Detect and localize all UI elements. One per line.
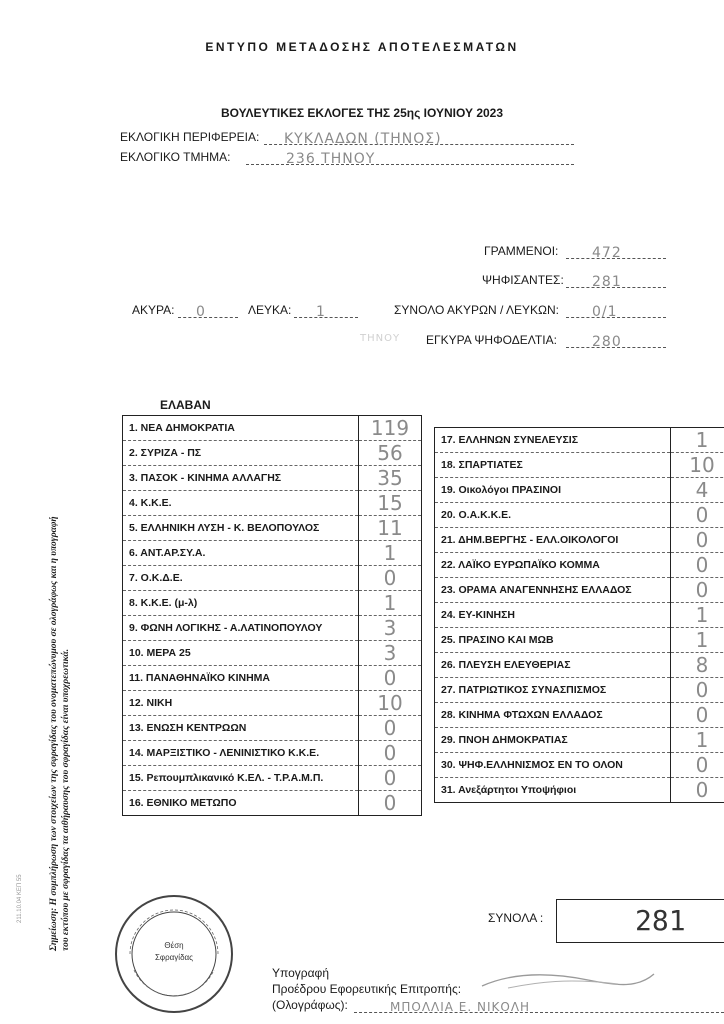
party-votes: 0 [359,716,422,741]
signature-name-handwritten: ΜΠΟΛΛΙΑ Ε. ΝΙΚΟΛΗ [390,1000,531,1014]
party-right-row [435,603,724,628]
party-name: 8. Κ.Κ.Ε. (μ-λ) [123,591,359,616]
party-votes: 0 [359,766,422,791]
party-left-row [123,491,422,516]
invalid-label: ΑΚΥΡΑ: [132,303,175,317]
signature-name-field [354,998,724,1013]
party-name: 20. Ο.Α.Κ.Κ.Ε. [435,503,671,528]
party-votes: 1 [671,428,724,453]
party-votes: 4 [671,478,724,503]
party-right-row [435,703,724,728]
party-left-row [123,616,422,641]
valid-label: ΕΓΚΥΡΑ ΨΗΦΟΔΕΛΤΙΑ: [426,333,557,347]
party-name: 16. ΕΘΝΙΚΟ ΜΕΤΩΠΟ [129,797,237,809]
signature-line3: (Ολογράφως): [272,998,348,1012]
party-votes: 0 [671,578,724,603]
election-title: ΒΟΥΛΕΥΤΙΚΕΣ ΕΚΛΟΓΕΣ ΤΗΣ 25ης ΙΟΥΝΙΟΥ 2023 [220,106,504,120]
party-votes: 11 [359,516,422,541]
party-votes: 10 [671,453,724,478]
party-left-row [123,441,422,466]
blank-field [294,303,358,318]
party-votes: 15 [359,491,422,516]
signature-line1: Υπογραφή [272,966,330,980]
blank-value: 1 [316,304,326,320]
invalid-blank-total-field [566,303,666,318]
voted-label: ΨΗΦΙΣΑΝΤΕΣ: [482,273,564,287]
district-value: ΚΥΚΛΑΔΩΝ (ΤΗΝΟΣ) [284,131,442,147]
party-votes: 3 [359,641,422,666]
party-votes: 0 [359,566,422,591]
registered-label: ΓΡΑΜΜΕΝΟΙ: [484,244,559,258]
party-right-row [435,728,724,753]
party-votes: 0 [671,753,724,778]
party-name: 26. ΠΛΕΥΣΗ ΕΛΕΥΘΕΡΙΑΣ [435,653,671,678]
party-left-row [123,641,422,666]
party-votes: 56 [359,441,422,466]
party-name: 6. ΑΝΤ.ΑΡ.ΣΥ.Α. [123,541,359,566]
handwritten-signature [478,968,658,994]
parties-left-table [122,415,422,816]
party-left-row [123,466,422,491]
form-title: ΕΝΤΥΠΟ ΜΕΤΑΔΟΣΗΣ ΑΠΟΤΕΛΕΣΜΑΤΩΝ [205,40,519,54]
party-name: 25. ΠΡΑΣΙΝΟ ΚΑΙ ΜΩΒ [435,628,671,653]
side-note-line2: του εκτύπου με σφραγίδας τα αιθήραυσης του σφραγίδας είναι υποχρεωτικά. [61,648,71,951]
party-name: 13. ΕΝΩΣΗ ΚΕΝΤΡΩΩΝ [123,716,359,741]
svg-text:Σφραγίδας: Σφραγίδας [154,953,194,962]
party-name: 22. ΛΑΪΚΟ ΕΥΡΩΠΑΪΚΟ ΚΟΜΜΑ [435,553,671,578]
party-votes: 8 [671,653,724,678]
party-name: 9. ΦΩΝΗ ΛΟΓΙΚΗΣ - Α.ΛΑΤΙΝΟΠΟΥΛΟΥ [123,616,359,641]
registered-value: 472 [592,245,622,261]
party-name: 17. ΕΛΛΗΝΩΝ ΣΥΝΕΛΕΥΣΙΣ [435,428,671,453]
party-left-row [123,591,422,616]
party-right-row [435,578,724,603]
party-name: 23. ΟΡΑΜΑ ΑΝΑΓΕΝΝΗΣΗΣ ΕΛΛΑΔΟΣ [435,578,671,603]
party-right-row [435,628,724,653]
party-name: 1. ΝΕΑ ΔΗΜΟΚΡΑΤΙΑ [123,416,359,441]
party-name: 27. ΠΑΤΡΙΩΤΙΚΟΣ ΣΥΝΑΣΠΙΣΜΟΣ [435,678,671,703]
party-right-row [435,653,724,678]
parties-right-table [434,427,724,803]
party-votes: 0 [359,741,422,766]
party-right-row [435,453,724,478]
party-votes: 0 [671,528,724,553]
party-name: 5. ΕΛΛΗΝΙΚΗ ΛΥΣΗ - Κ. ΒΕΛΟΠΟΥΛΟΣ [123,516,359,541]
party-name: 11. ΠΑΝΑΘΗΝΑΪΚΟ ΚΙΝΗΜΑ [123,666,359,691]
party-right-row [435,503,724,528]
party-name: 31. Ανεξάρτητοι Υποψήφιοι [441,784,577,796]
party-right-row [435,753,724,778]
voted-field [566,273,666,288]
party-name: 21. ΔΗΜ.ΒΕΡΓΗΣ - ΕΛΛ.ΟΙΚΟΛΟΓΟΙ [435,528,671,553]
party-name: 7. Ο.Κ.Δ.Ε. [123,566,359,591]
party-name: 28. ΚΙΝΗΜΑ ΦΤΩΧΩΝ ΕΛΛΑΔΟΣ [435,703,671,728]
faint-note: ΤΗΝΟΥ [360,333,401,344]
invalid-blank-total-label: ΣΥΝΟΛΟ ΑΚΥΡΩΝ / ΛΕΥΚΩΝ: [394,303,559,317]
party-name: 4. Κ.Κ.Ε. [123,491,359,516]
party-right-row [435,553,724,578]
party-votes: 1 [359,541,422,566]
party-right-row [435,778,724,803]
party-name: 29. ΠΝΟΗ ΔΗΜΟΚΡΑΤΙΑΣ [435,728,671,753]
party-right-row [435,478,724,503]
party-name: 2. ΣΥΡΙΖΑ - ΠΣ [123,441,359,466]
registered-field [566,244,666,259]
party-right-row [435,428,724,453]
party-votes: 0 [671,703,724,728]
party-name: 18. ΣΠΑΡΤΙΑΤΕΣ [435,453,671,478]
party-name: 14. ΜΑΡΞΙΣΤΙΚΟ - ΛΕΝΙΝΙΣΤΙΚΟ Κ.Κ.Ε. [123,741,359,766]
party-name: 12. ΝΙΚΗ [123,691,359,716]
party-votes: 0 [671,778,724,803]
section-label: ΕΚΛΟΓΙΚΟ ΤΜΗΜΑ: [120,150,231,164]
party-votes: 0 [359,666,422,691]
official-stamp [112,892,236,1016]
signature-line2: Προέδρου Εφορευτικής Επιτροπής: [272,982,462,996]
party-votes: 0 [359,791,422,816]
party-votes: 1 [671,728,724,753]
invalid-value: 0 [196,304,206,320]
party-left-row [123,791,422,816]
party-name: 24. ΕΥ-ΚΙΝΗΣΗ [435,603,671,628]
blank-label: ΛΕΥΚΑ: [248,303,292,317]
party-name: 30. ΨΗΦ.ΕΛΛΗΝΙΣΜΟΣ ΕΝ ΤΟ ΟΛΟΝ [435,753,671,778]
totals-box [556,899,724,943]
party-name: 15. Ρεπουμπλικανικό Κ.ΕΛ. - Τ.Ρ.Α.Μ.Π. [123,766,359,791]
party-name: 3. ΠΑΣΟΚ - ΚΙΝΗΜΑ ΑΛΛΑΓΗΣ [123,466,359,491]
invalid-field [178,303,238,318]
district-label: ΕΚΛΟΓΙΚΗ ΠΕΡΙΦΕΡΕΙΑ: [120,130,260,144]
party-right-row [435,528,724,553]
side-note [40,440,80,960]
side-code: 211.10.04 ΚΕΠ 55 [17,874,23,923]
party-left-row [123,516,422,541]
valid-value: 280 [592,334,622,350]
party-name: 19. Οικολόγοι ΠΡΑΣΙΝΟΙ [435,478,671,503]
party-left-row [123,716,422,741]
party-right-row [435,678,724,703]
party-votes: 10 [359,691,422,716]
party-left-row [123,541,422,566]
received-label: ΕΛΑΒΑΝ [160,398,211,412]
party-left-row [123,566,422,591]
party-votes: 3 [359,616,422,641]
voted-value: 281 [592,274,622,290]
invalid-blank-total-value: 0/1 [592,304,618,320]
party-votes: 1 [671,628,724,653]
party-left-row [123,766,422,791]
section-value: 236 ΤΗΝΟΥ [286,151,376,167]
party-votes: 0 [671,678,724,703]
party-left-row [123,666,422,691]
party-votes: 35 [359,466,422,491]
party-votes: 119 [359,416,422,441]
party-votes: 1 [671,603,724,628]
valid-field [566,333,666,348]
party-votes: 1 [359,591,422,616]
party-left-row [123,416,422,441]
party-votes: 0 [671,553,724,578]
totals-label: ΣΥΝΟΛΑ : [488,911,544,925]
party-left-row [123,691,422,716]
party-left-row [123,741,422,766]
side-note-line1: Σημείωση: Η συμπλήρωση των στοιχείων της σφραγίδας του ονοματεπώνυμου σε ολογράφως και η υπογραφή [49,516,59,951]
totals-value: 281 [635,904,686,937]
svg-text:Θέση: Θέση [164,941,184,950]
district-field [264,130,574,145]
party-name: 10. ΜΕΡΑ 25 [123,641,359,666]
party-votes: 0 [671,503,724,528]
section-field [246,150,574,165]
